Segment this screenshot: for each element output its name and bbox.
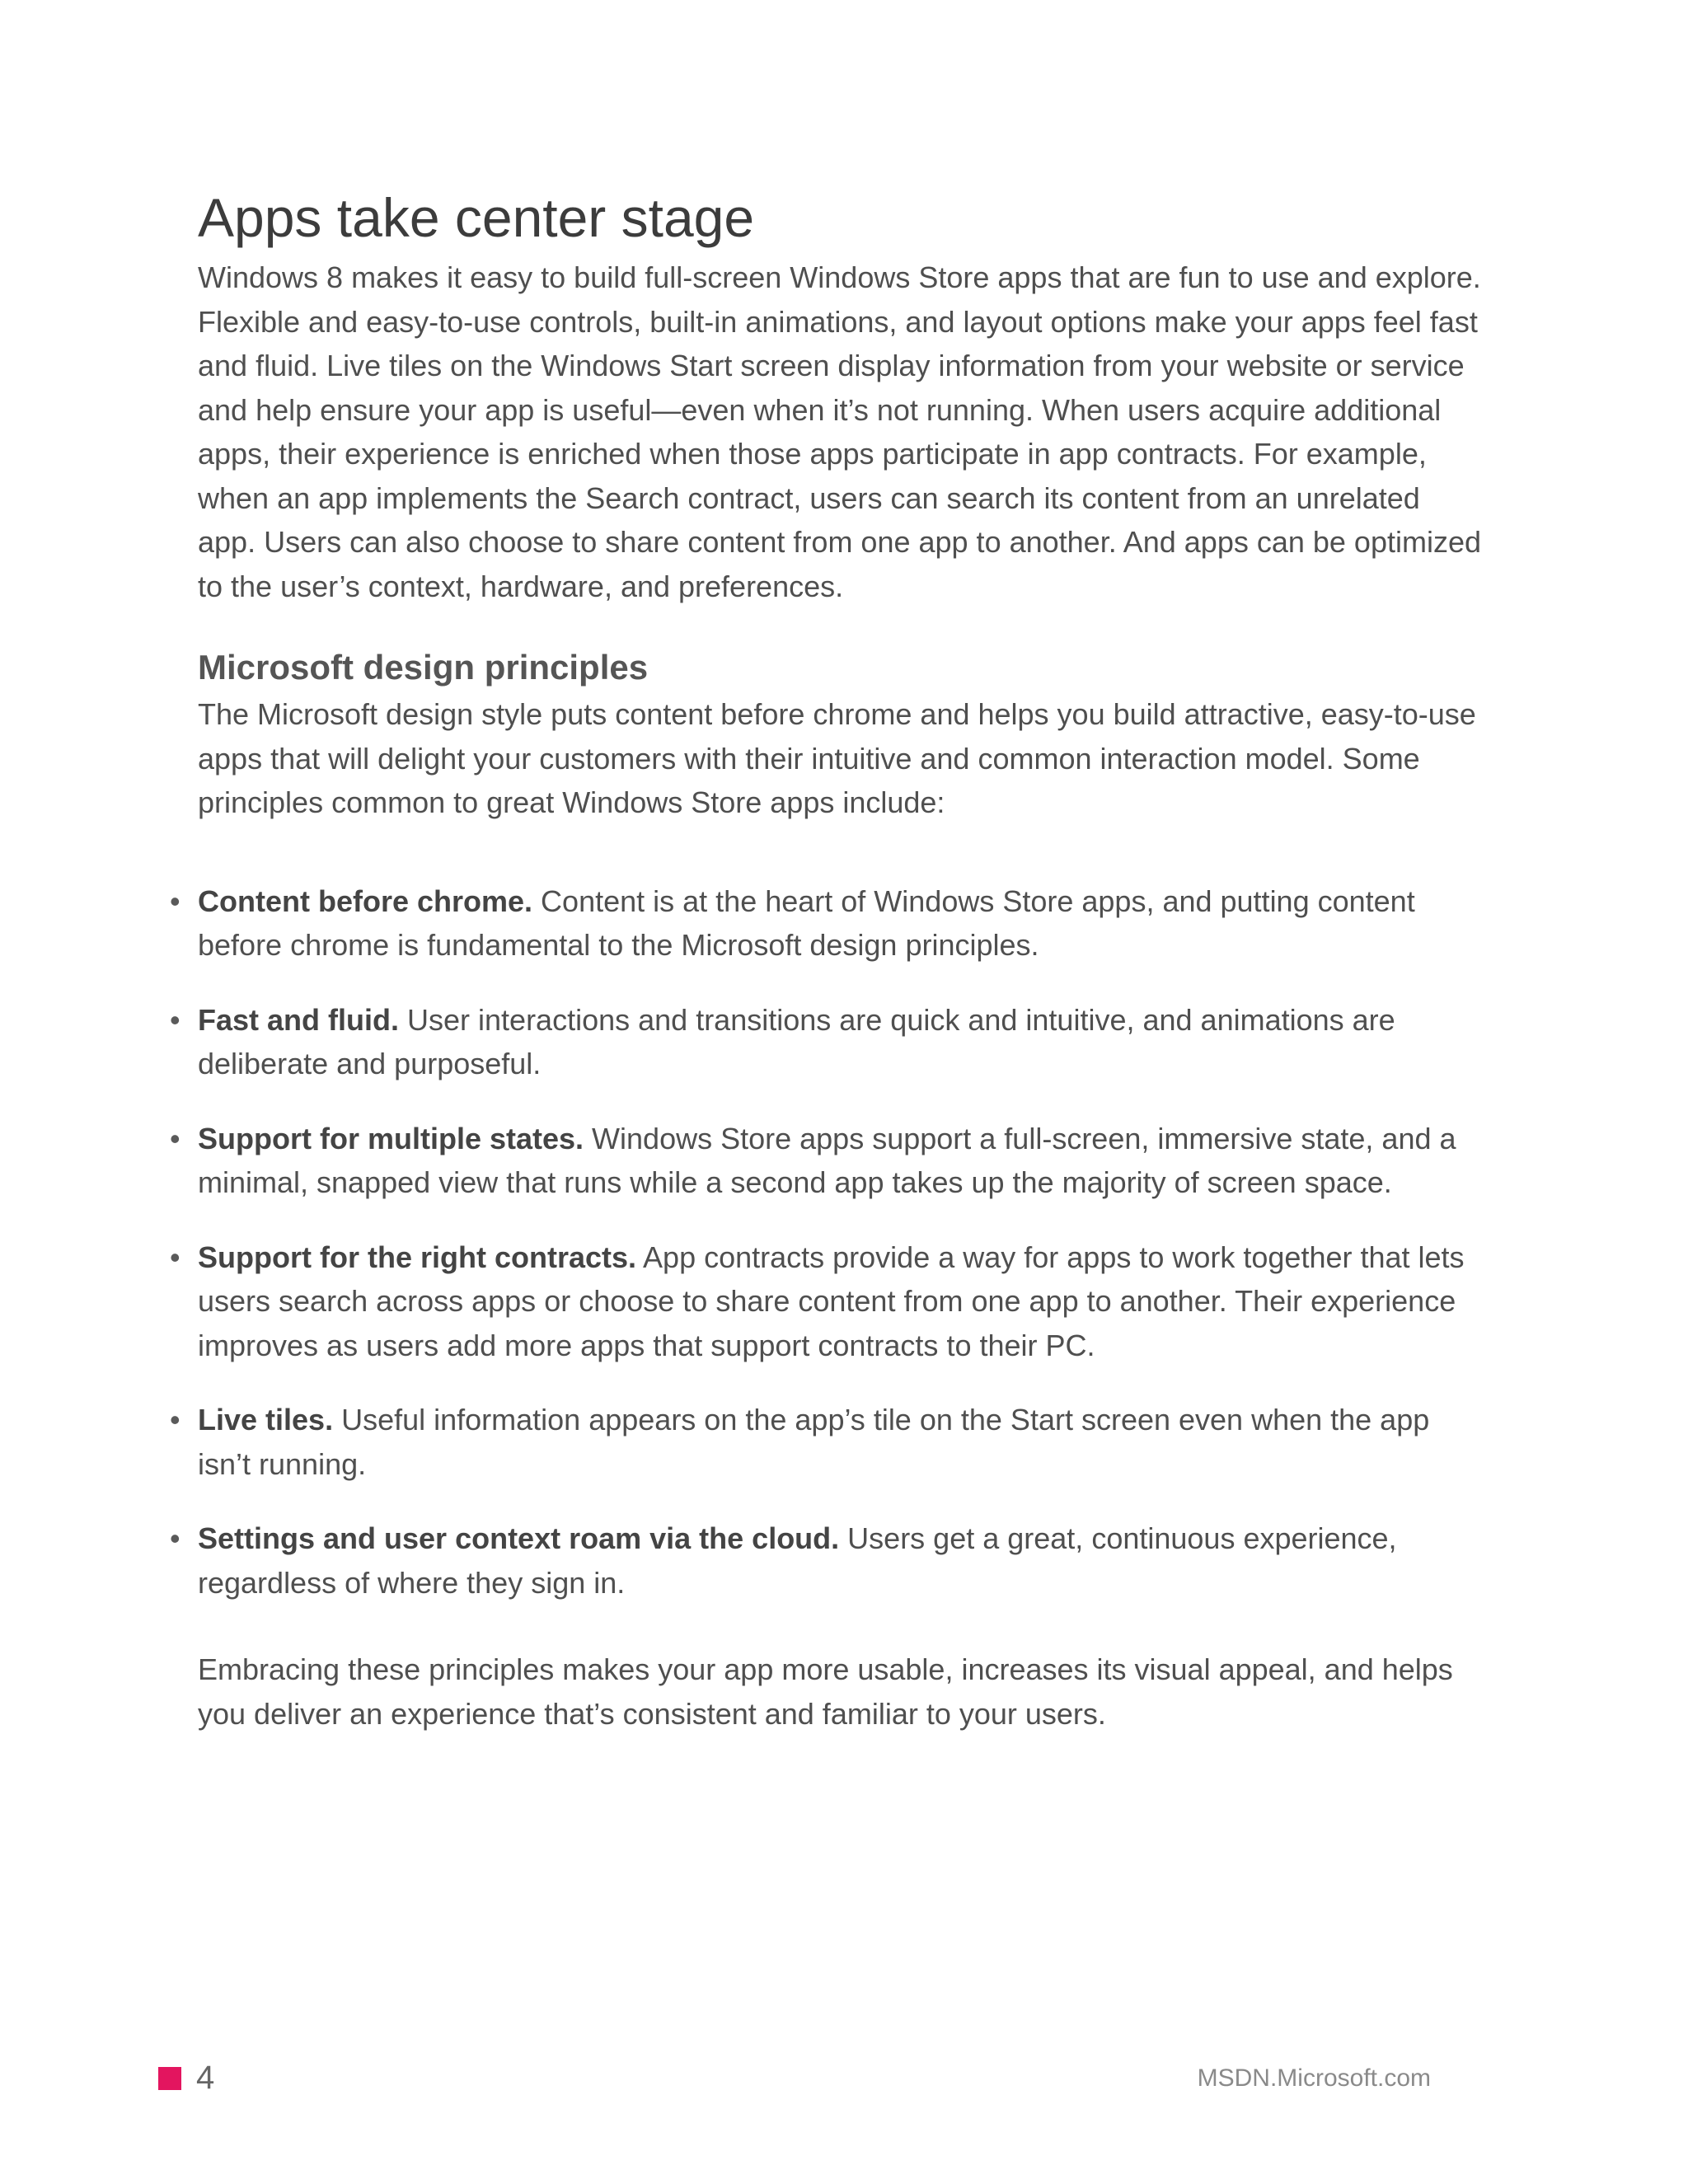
principle-term: Settings and user context roam via the cloud.	[198, 1521, 840, 1555]
section-heading: Microsoft design principles	[198, 648, 649, 687]
principle-text: App contracts provide a way for apps to work together that lets users search across apps or choose to share content from one app to another. Their experience improves as users add more apps that support contracts to their PC.	[198, 1240, 1465, 1362]
list-item	[170, 998, 1484, 1086]
site-url: MSDN.Microsoft.com	[1197, 2064, 1431, 2092]
principle-text: Users get a great, continuous experience, regardless of where they sign in.	[198, 1521, 1397, 1600]
accent-square-icon	[158, 2067, 181, 2090]
principle-text: Windows Store apps support a full-screen, immersive state, and a minimal, snapped view that runs while a second app takes up the majority of screen space.	[198, 1121, 1456, 1199]
principles-list	[170, 879, 1484, 1605]
page-content	[170, 181, 1484, 1765]
principle-text: Content is at the heart of Windows Store apps, and putting content before chrome is fundamental to the Microsoft design principles.	[198, 883, 1415, 962]
intro-paragraph: Windows 8 makes it easy to build full-screen Windows Store apps that are fun to use and explore. Flexible and easy-to-use controls, built-in animations, and layout options make your apps feel fast and fluid. Live tiles on the Windows Start screen display information from your website or service and help ensure your app is useful—even when it’s not running. When users acquire additional apps, their experience is enriched when those apps participate in app contracts. For example, when an app implements the Search contract, users can search its content from an unrelated app. Users can also choose to share content from one app to another. And apps can be optimized to the user’s context, hardware, and preferences.	[198, 260, 1481, 603]
list-item	[170, 1398, 1484, 1486]
list-item	[170, 1516, 1484, 1605]
bullet-icon: •	[170, 883, 181, 918]
list-item	[170, 1235, 1484, 1368]
page-number: 4	[196, 2060, 215, 2096]
list-item	[170, 879, 1484, 968]
bullet-icon: •	[170, 1240, 181, 1274]
principle-term: Support for the right contracts.	[198, 1240, 637, 1274]
principle-term: Content before chrome.	[198, 883, 533, 918]
page-title: Apps take center stage	[198, 187, 755, 248]
section-paragraph: The Microsoft design style puts content before chrome and helps you build attractive, easy-to-use apps that will delight your customers with their intuitive and common interaction model. Some principles common to great Windows Store apps include:	[198, 697, 1476, 819]
bullet-icon: •	[170, 1121, 181, 1155]
principle-term: Live tiles.	[198, 1403, 334, 1436]
bullet-icon: •	[170, 1403, 181, 1436]
principle-text: Useful information appears on the app’s tile on the Start screen even when the app isn’t running.	[198, 1403, 1430, 1481]
bullet-icon: •	[170, 1002, 181, 1037]
principle-term: Support for multiple states.	[198, 1121, 584, 1155]
bullet-icon: •	[170, 1521, 181, 1555]
principle-term: Fast and fluid.	[198, 1002, 400, 1037]
list-item	[170, 1117, 1484, 1205]
closing-paragraph: Embracing these principles makes your app more usable, increases its visual appeal, and helps you deliver an experience that’s consistent and familiar to your users.	[198, 1652, 1453, 1731]
principle-text: User interactions and transitions are quick and intuitive, and animations are deliberate and purposeful.	[198, 1002, 1395, 1080]
